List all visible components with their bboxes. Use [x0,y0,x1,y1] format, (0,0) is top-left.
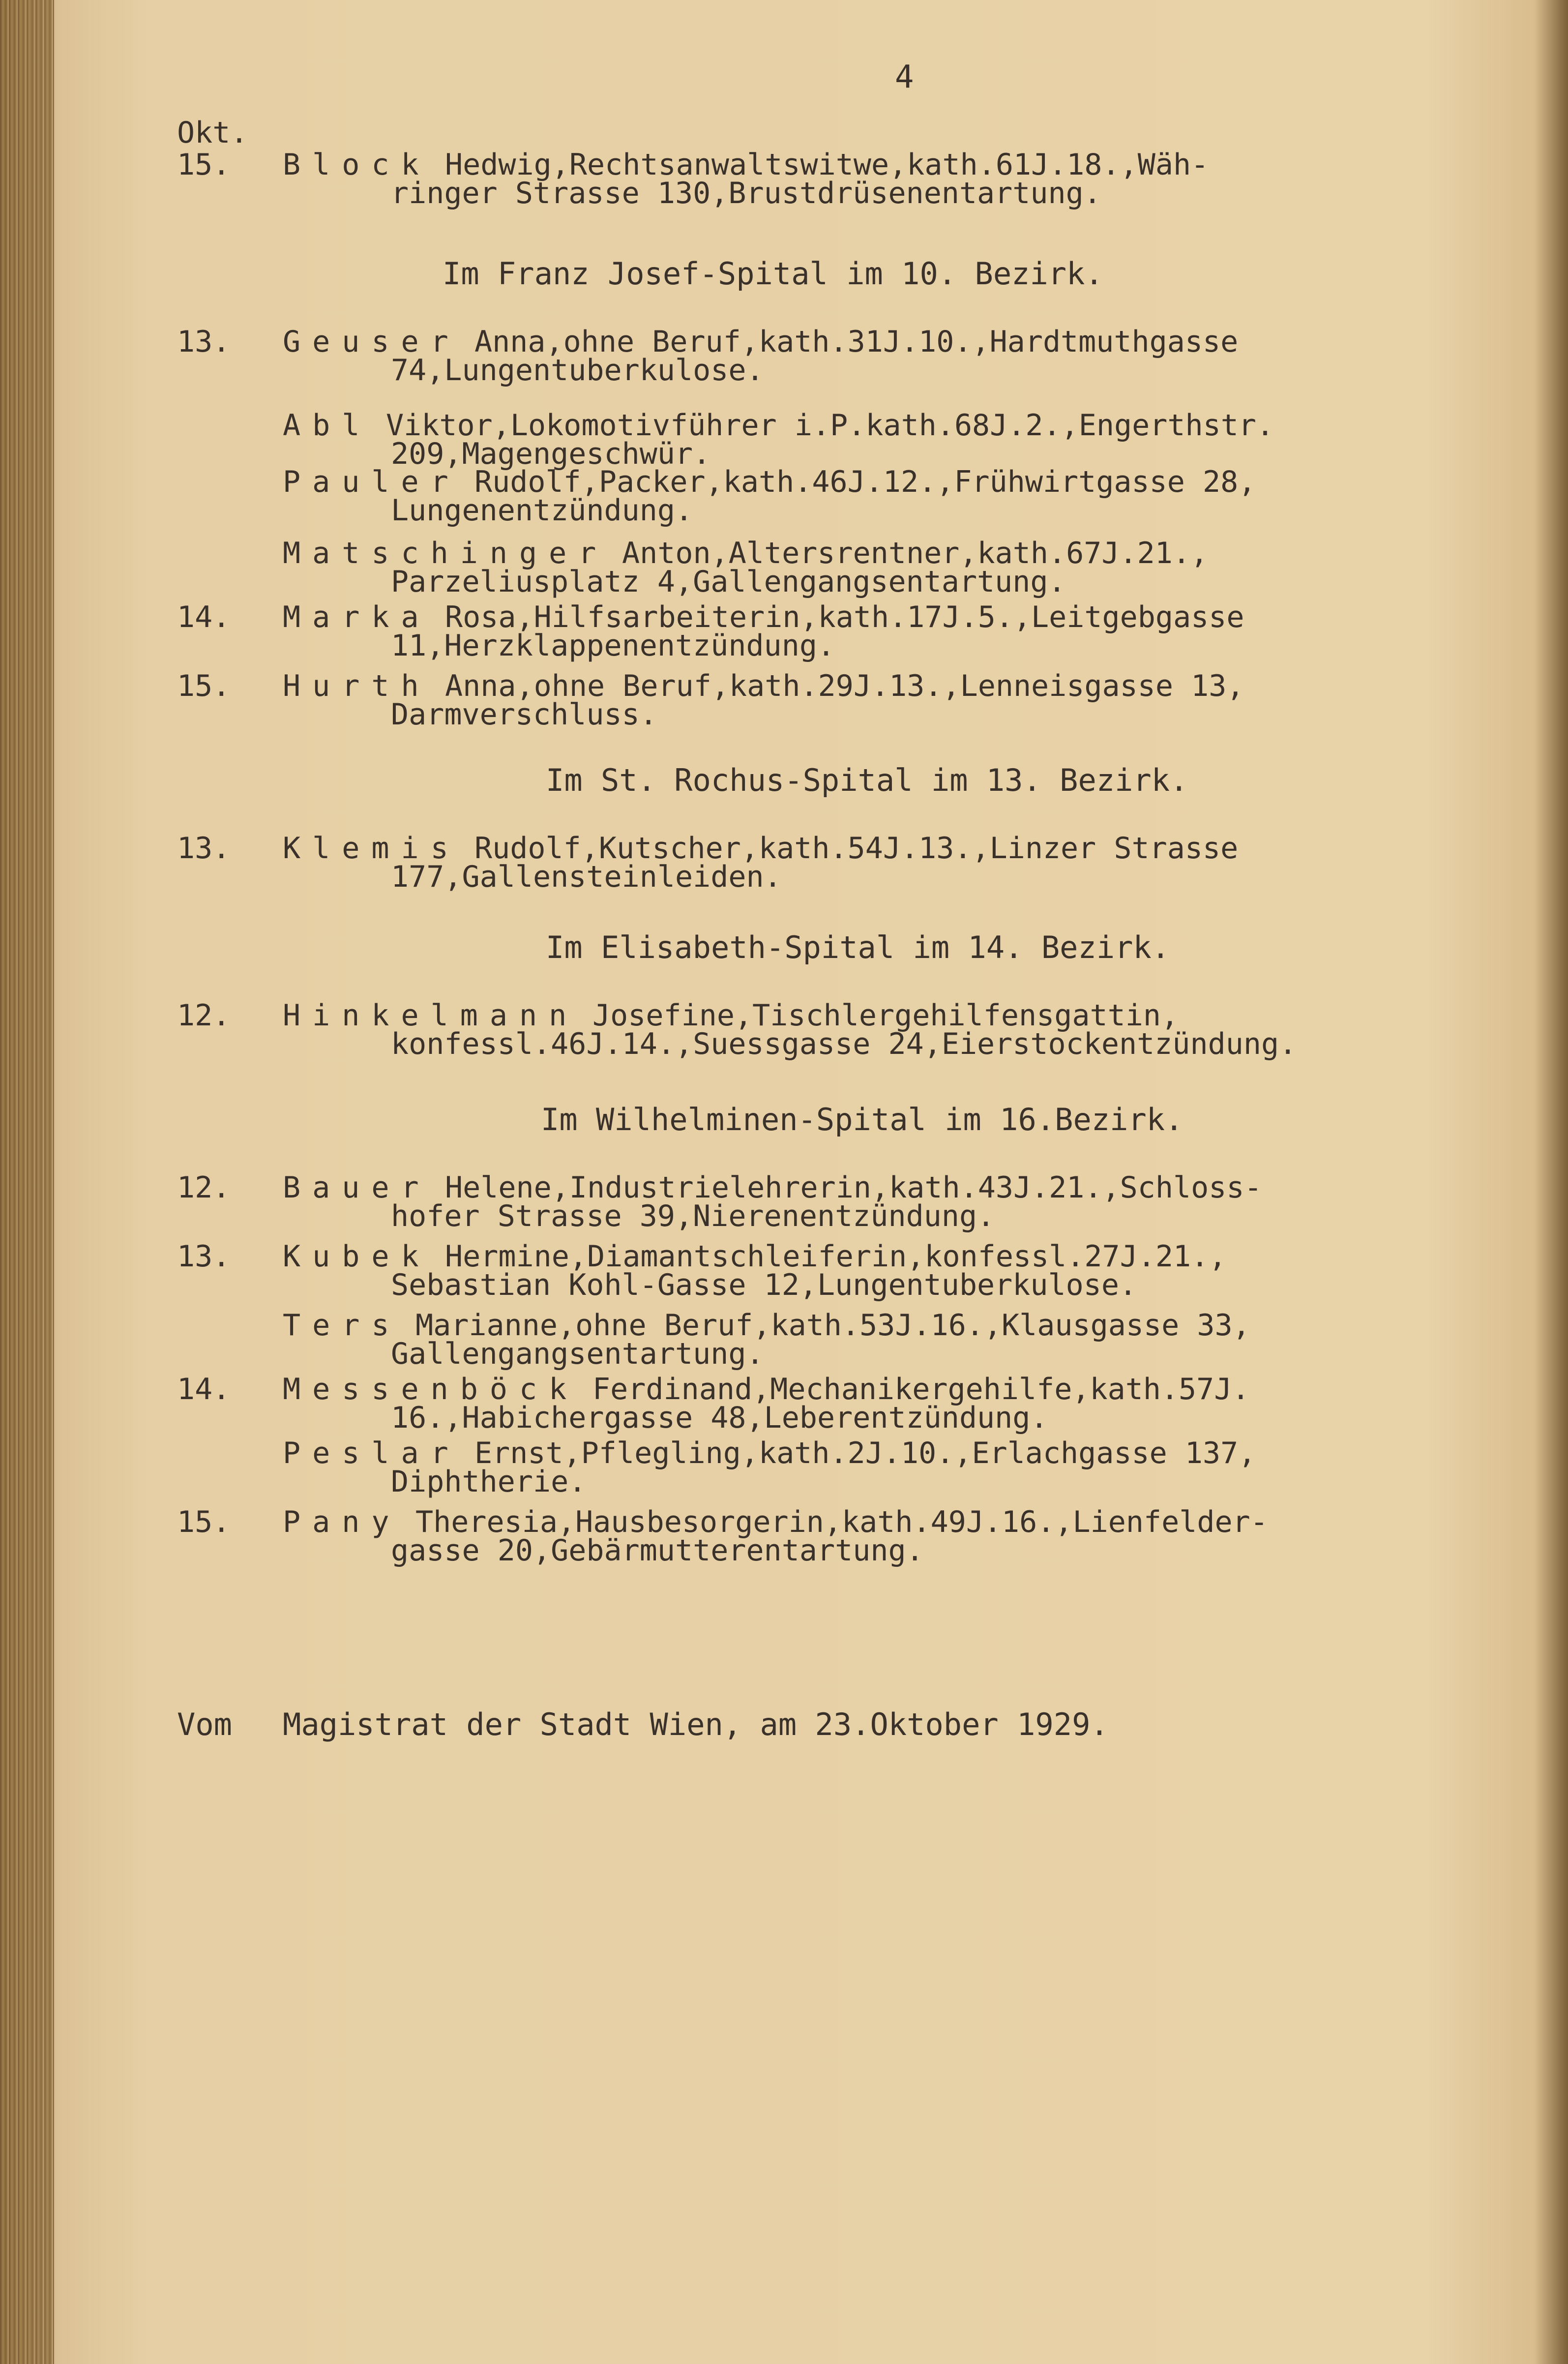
page-number: 4 [895,59,914,95]
entry-details-line-1: Helene,Industrielehrerin,kath.43J.21.,Schloss- [445,1170,1262,1205]
entry-day: 13. [177,831,231,866]
footer-left: Vom [177,1706,232,1742]
entry-day: 15. [177,1505,231,1539]
entry-details-line-1: Anna,ohne Beruf,kath.29J.13.,Lenneisgasse 13, [445,669,1244,703]
entry-details-line-2: konfessl.46J.14.,Suessgasse 24,Eierstockentzündung. [391,1027,1297,1061]
entry-details-line-1: Ernst,Pflegling,kath.2J.10.,Erlachgasse 137, [474,1436,1256,1470]
entry-details-line-2: 177,Gallensteinleiden. [391,860,782,894]
entry-details-line-2: ringer Strasse 130,Brustdrüsenentartung. [391,176,1101,210]
entry-details-line-2: 74,Lungentuberkulose. [391,353,764,388]
entry-surname: Matschinger [283,536,608,570]
entry-surname: Ters [283,1308,401,1343]
entry-details-line-2: Gallengangsentartung. [391,1337,764,1371]
entry-surname: Klemis [283,831,460,866]
entry-day: 15. [177,669,231,703]
entry-details-line-1: Anton,Altersrentner,kath.67J.21., [622,536,1209,570]
footer-signature-line: Magistrat der Stadt Wien, am 23.Oktober 1929. [283,1706,1109,1742]
entry-details-line-2: Diphtherie. [391,1465,587,1499]
entry-day: 12. [177,1170,231,1205]
entry-surname: Pany [283,1505,401,1539]
entry-details-line-1: Marianne,ohne Beruf,kath.53J.16.,Klausgasse 33, [415,1308,1250,1343]
entry-day: 14. [177,1372,231,1406]
month-label: Okt. [177,116,248,150]
entry-details-line-2: 209,Magengeschwür. [391,437,711,471]
entry-details-line-1: Josefine,Tischlergehilfensgattin, [592,998,1179,1033]
entry-surname: Hurth [283,669,431,703]
entry-details-line-2: Lungenentzündung. [391,493,693,528]
entry-day: 13. [177,1239,231,1274]
entry-surname: Pauler [283,465,460,499]
entry-details-line-1: Ferdinand,Mechanikergehilfe,kath.57J. [592,1372,1250,1406]
entry-day: 12. [177,998,231,1033]
entry-details-line-2: Darmverschluss. [391,697,657,732]
entry-surname: Geuser [283,325,460,359]
entry-details-line-2: Sebastian Kohl-Gasse 12,Lungentuberkulose. [391,1268,1137,1302]
entry-details-line-2: 16.,Habichergasse 48,Leberentzündung. [391,1401,1048,1435]
entry-details-line-1: Rudolf,Kutscher,kath.54J.13.,Linzer Strasse [474,831,1239,866]
entry-details-line-1: Viktor,Lokomotivführer i.P.kath.68J.2.,Engerthstr. [386,408,1274,443]
entry-details-line-1: Rosa,Hilfsarbeiterin,kath.17J.5.,Leitgebgasse [445,600,1244,634]
entry-surname: Peslar [283,1436,460,1470]
hospital-section-heading: Im St. Rochus-Spital im 13. Bezirk. [546,762,1188,798]
entry-details-line-2: gasse 20,Gebärmutterentartung. [391,1533,924,1568]
entry-details-line-1: Hermine,Diamantschleiferin,konfessl.27J.21., [445,1239,1227,1274]
entry-details-line-2: hofer Strasse 39,Nierenentzündung. [391,1199,995,1233]
entry-surname: Marka [283,600,431,634]
entry-surname: Messenböck [283,1372,579,1406]
page-edge [0,0,54,2364]
hospital-section-heading: Im Elisabeth-Spital im 14. Bezirk. [546,929,1170,965]
entry-day: 13. [177,325,231,359]
entry-surname: Hinkelmann [283,998,579,1033]
entry-surname: Abl [283,408,372,443]
entry-details-line-1: Hedwig,Rechtsanwaltswitwe,kath.61J.18.,Wäh- [445,148,1209,182]
hospital-section-heading: Im Franz Josef-Spital im 10. Bezirk. [443,256,1103,292]
entry-details-line-2: 11,Herzklappenentzündung. [391,628,835,663]
entry-day: 14. [177,600,231,634]
hospital-section-heading: Im Wilhelminen-Spital im 16.Bezirk. [541,1102,1183,1137]
entry-surname: Kubek [283,1239,431,1274]
entry-details-line-1: Theresia,Hausbesorgerin,kath.49J.16.,Lienfelder- [415,1505,1268,1539]
entry-surname: Bauer [283,1170,431,1205]
entry-day: 15. [177,148,231,182]
entry-surname: Block [283,148,431,182]
entry-details-line-1: Anna,ohne Beruf,kath.31J.10.,Hardtmuthgasse [474,325,1239,359]
entry-details-line-1: Rudolf,Packer,kath.46J.12.,Frühwirtgasse 28, [474,465,1256,499]
entry-details-line-2: Parzeliusplatz 4,Gallengangsentartung. [391,565,1066,599]
